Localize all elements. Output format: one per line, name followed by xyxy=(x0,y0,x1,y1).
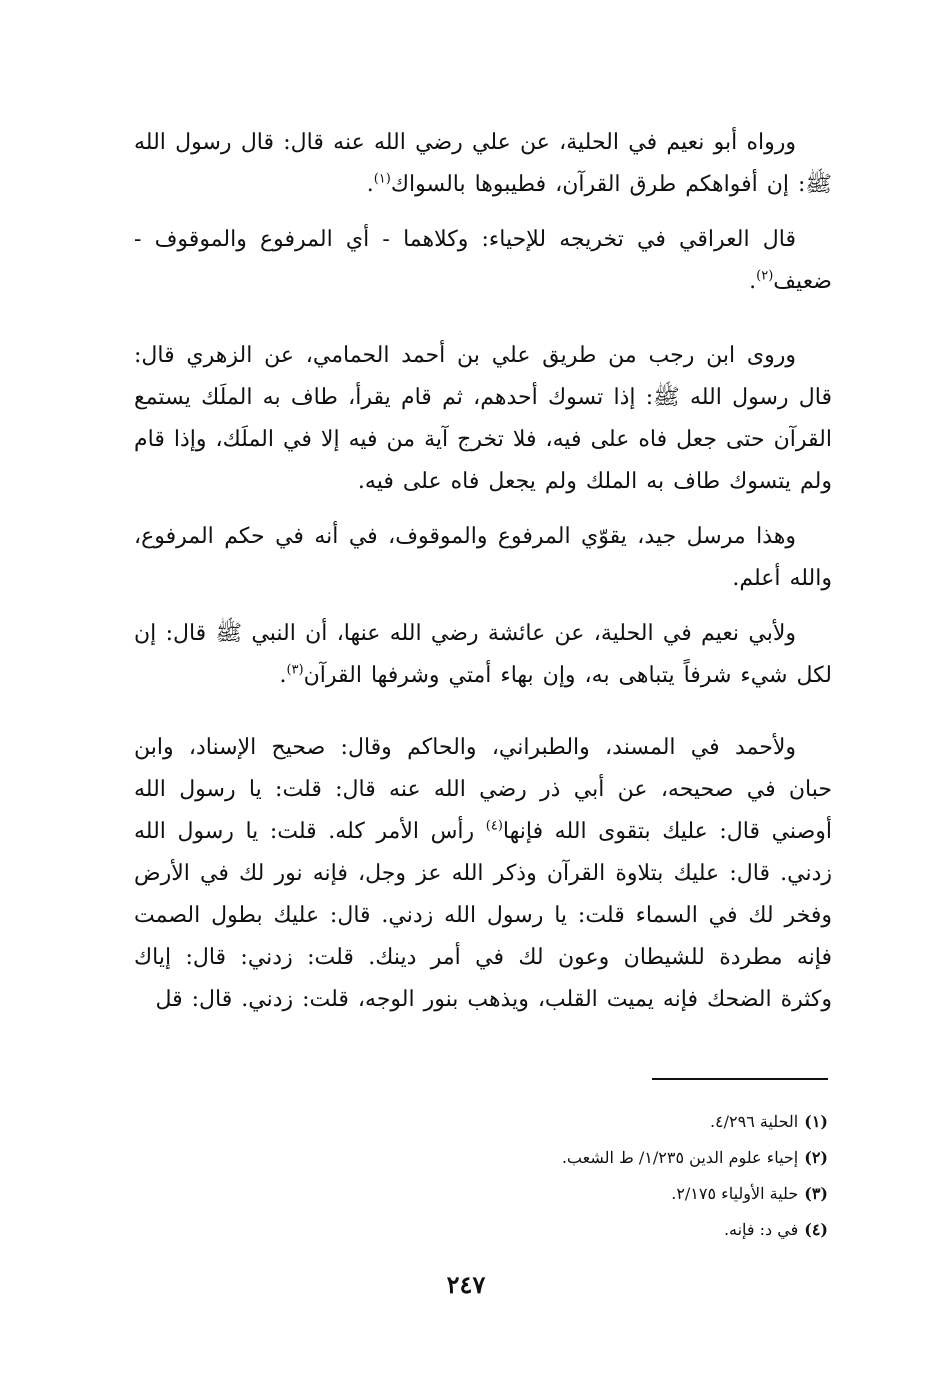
paragraph-4 xyxy=(134,516,832,600)
footnote-text: حلية الأولياء ٢/١٧٥. xyxy=(671,1184,799,1203)
paragraph-text: ولأبي نعيم في الحلية، عن عائشة رضي الله عنها، أن النبي ﷺ قال: إن لكل شيء شرفاً يتباهى به، وإن بهاء أمتي وشرفها القرآن xyxy=(134,621,832,688)
paragraph-tail: . xyxy=(749,269,757,294)
footnote-marker-1: (١) xyxy=(373,171,391,187)
paragraph-6 xyxy=(134,727,832,1021)
footnotes xyxy=(300,1104,828,1248)
footnote-marker-2: (٢) xyxy=(756,268,774,284)
paragraph-3 xyxy=(134,335,832,503)
footnote-number: (٢) xyxy=(804,1148,828,1167)
paragraph-text: قال العراقي في تخريجه للإحياء: وكلاهما - أي المرفوع والموقوف - ضعيف xyxy=(134,227,832,294)
paragraph-text: وروى ابن رجب من طريق علي بن أحمد الحمامي، عن الزهري قال: قال رسول الله ﷺ: إذا تسوك أحدهم، ثم قام يقرأ، طاف به الملَك يستمع القرآن حتى جعل فاه على فيه، فلا تخرج آية من فيه إلا في الملَك، وإذا قام ولم يتسوك طاف به الملك ولم يجعل فاه على فيه. xyxy=(134,343,832,494)
footnote-text: الحلية ٤/٢٩٦. xyxy=(709,1112,799,1131)
footnote-number: (٤) xyxy=(804,1220,828,1239)
paragraph-2 xyxy=(134,219,832,303)
paragraph-text: ورواه أبو نعيم في الحلية، عن علي رضي الله عنه قال: قال رسول الله ﷺ: إن أفواهكم طرق القرآن، فطيبوها بالسواك xyxy=(134,130,832,197)
main-text xyxy=(134,122,832,1034)
footnote-number: (١) xyxy=(804,1112,828,1131)
footnote-2 xyxy=(300,1140,828,1176)
footnote-1 xyxy=(300,1104,828,1140)
footnote-divider xyxy=(652,1078,828,1080)
paragraph-text: وهذا مرسل جيد، يقوّي المرفوع والموقوف، في أنه في حكم المرفوع، والله أعلم. xyxy=(134,524,832,591)
footnote-text: إحياء علوم الدين ١/٢٣٥/ ط الشعب. xyxy=(561,1148,799,1167)
paragraph-1 xyxy=(134,122,832,206)
paragraph-5 xyxy=(134,613,832,697)
footnote-4 xyxy=(300,1212,828,1248)
paragraph-text: ولأحمد في المسند، والطبراني، والحاكم وقال: صحيح الإسناد، وابن حبان في صحيحه، عن أبي ذر رضي الله عنه قال: قلت: يا رسول الله أوصني قال: عليك بتقوى الله فإنها xyxy=(134,735,832,844)
footnote-text: في د: فإنه. xyxy=(723,1220,799,1239)
footnote-number: (٣) xyxy=(804,1184,828,1203)
paragraph-tail: . xyxy=(366,172,374,197)
footnote-marker-4: (٤) xyxy=(485,818,503,834)
footnote-marker-3: (٣) xyxy=(286,662,304,678)
footnote-3 xyxy=(300,1176,828,1212)
paragraph-tail: رأس الأمر كله. قلت: يا رسول الله زدني. قال: عليك بتلاوة القرآن وذكر الله عز وجل، فإنه نور لك في الأرض وفخر لك في السماء قلت: يا رسول الله زدني. قال: عليك بطول الصمت فإنه مطردة للشيطان وعون لك في أمر دينك. قلت: زدني: قال: إياك وكثرة الضحك فإنه يميت القلب، ويذهب بنور الوجه، قلت: زدني. قال: قل xyxy=(134,819,832,1012)
page-number: ٢٤٧ xyxy=(446,1270,486,1299)
paragraph-tail: . xyxy=(279,663,287,688)
